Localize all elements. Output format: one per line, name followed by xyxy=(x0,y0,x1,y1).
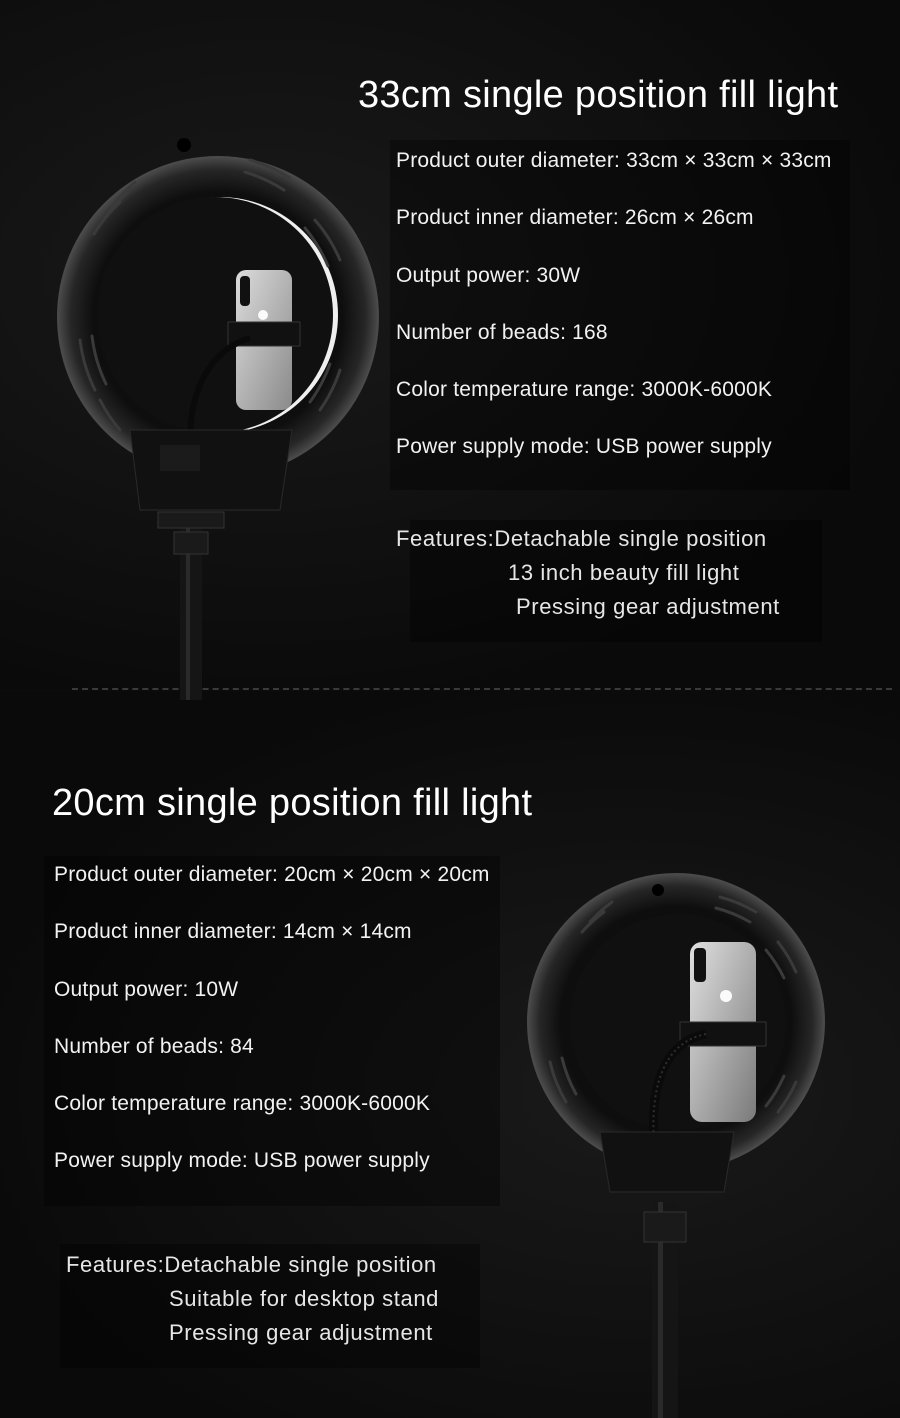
spec-power-supply: Power supply mode: USB power supply xyxy=(396,435,772,459)
spec-inner-diameter: Product inner diameter: 26cm × 26cm xyxy=(396,206,754,230)
section-20cm-features xyxy=(66,1248,439,1350)
spec-number-of-beads: Number of beads: 84 xyxy=(54,1034,254,1058)
section-33cm-features xyxy=(396,522,780,624)
spec-output-power: Output power: 10W xyxy=(54,977,239,1001)
spec-inner-diameter: Product inner diameter: 14cm × 14cm xyxy=(54,920,412,944)
spec-output-power: Output power: 30W xyxy=(396,263,581,287)
spec-outer-diameter: Product outer diameter: 20cm × 20cm × 20cm xyxy=(54,863,490,886)
section-20cm-title: 20cm single position fill light xyxy=(52,782,533,824)
section-20cm-spec-list xyxy=(54,860,490,1204)
spec-color-temperature: Color temperature range: 3000K-6000K xyxy=(54,1092,431,1116)
feature-line-2: Suitable for desktop stand xyxy=(169,1286,439,1311)
ring-light-33cm-image xyxy=(40,100,400,700)
spec-power-supply: Power supply mode: USB power supply xyxy=(54,1149,430,1173)
spec-color-temperature: Color temperature range: 3000K-6000K xyxy=(396,378,773,402)
spec-outer-diameter: Product outer diameter: 33cm × 33cm × 33cm xyxy=(396,149,832,172)
feature-line-3: Pressing gear adjustment xyxy=(516,594,780,619)
feature-line-2: 13 inch beauty fill light xyxy=(508,560,740,585)
ring-light-20cm-image xyxy=(520,862,840,1418)
feature-line-3: Pressing gear adjustment xyxy=(169,1320,433,1345)
section-33cm-spec-list xyxy=(396,146,832,490)
feature-line-1: Features:Detachable single position xyxy=(66,1252,437,1277)
section-33cm-title: 33cm single position fill light xyxy=(358,74,839,116)
spec-number-of-beads: Number of beads: 168 xyxy=(396,320,608,344)
feature-line-1: Features:Detachable single position xyxy=(396,526,767,551)
